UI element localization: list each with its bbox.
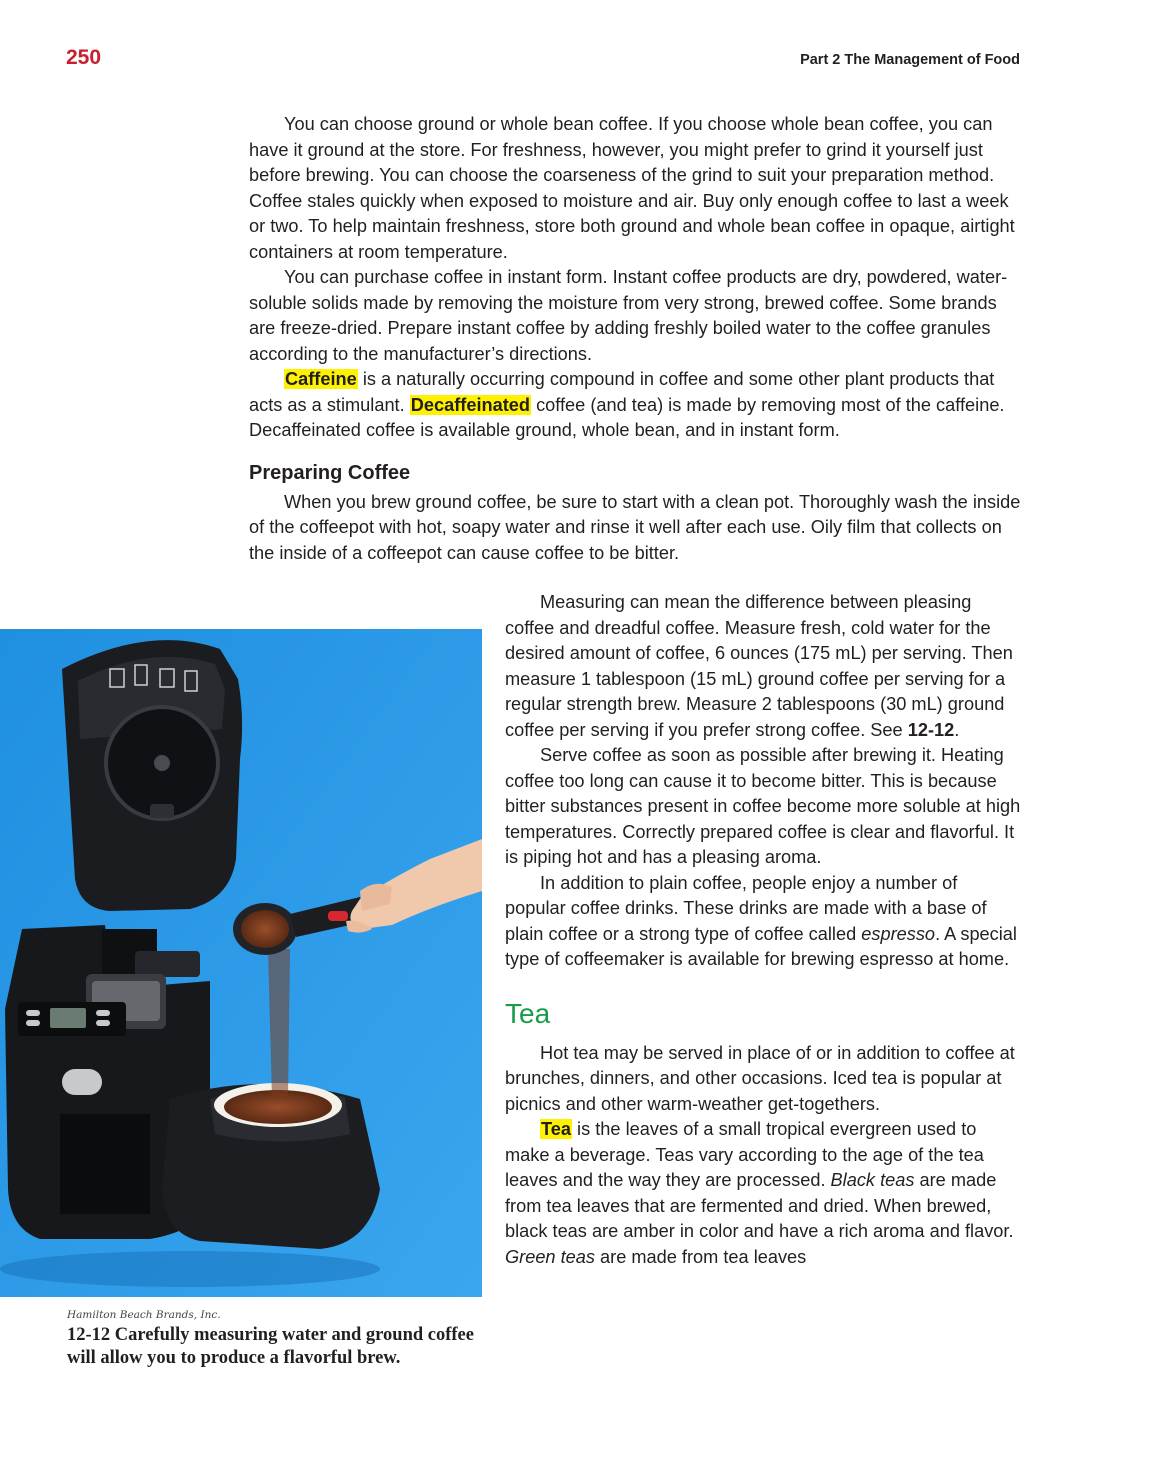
figure-caption: 12-12 Carefully measuring water and ground coffee will allow you to produce a flavorful brew. [67,1325,474,1368]
term-espresso: espresso [861,923,936,944]
paragraph-ground-coffee: You can choose ground or whole bean coffee. If you choose whole bean coffee, you can have it ground at the store. For freshness, however, you might prefer to grind it yourself just before brewing. You can choose the coarseness of the grind to suit your preparation method. Coffee stales quickly when exposed to moisture and air. Buy only enough coffee to last a week or two. To help maintain freshness, store both ground and whole bean coffee in opaque, airtight containers at room temperature. [249,114,1015,262]
figure-reference: 12-12 [907,719,955,740]
main-text-top [249,112,1022,566]
addition-end: . A special type of coffeemaker is available for brewing espresso at home. [505,923,1017,969]
paragraph-measuring [505,590,1022,743]
paragraph-serve: Serve coffee as soon as possible after brewing it. Heating coffee too long can cause it to become bitter. This is because bitter substances present in coffee become more soluble at high temperatures. Correctly prepared coffee is clear and flavorful. It is piping hot and has a pleasing aroma. [505,745,1021,867]
measuring-text: Measuring can mean the difference between pleasing coffee and dreadful coffee. Measure fresh, cold water for the desired amount of coffee, 6 ounces (175 mL) per serving. Then measure 1 tablespoon (15 mL) ground coffee per serving for a regular strength brew. Measure 2 tablespoons (30 mL) ground coffee per serving if you prefer strong coffee. See [505,592,1013,740]
tea-text-1: is the leaves of a small tropical evergreen used to make a beverage. Teas vary according to the age of the tea leaves and the way they are processed. [505,1119,984,1190]
paragraph-caffeine [249,367,1022,444]
caffeine-text-2: coffee (and tea) is made by removing most of the caffeine. Decaffeinated coffee is available ground, whole bean, and in instant form. [249,394,1005,440]
tea-text-3: are made from tea leaves [594,1246,807,1267]
tea-text-2: are made from tea leaves that are fermented and dried. When brewed, black teas are amber in color and have a rich aroma and flavor. [505,1170,1014,1241]
running-head: Part 2 The Management of Food [800,52,1020,68]
key-term-decaffeinated: Decaffeinated [410,394,531,415]
coffee-maker-photo [0,629,482,1297]
key-term-tea: Tea [541,1119,571,1139]
paragraph-preparing: When you brew ground coffee, be sure to start with a clean pot. Thoroughly wash the inside of the coffeepot with hot, soapy water and rinse it well after each use. Oily film that collects on the inside of a coffeepot can cause coffee to be bitter. [249,491,1021,563]
section-heading-tea: Tea [505,997,551,1029]
paragraph-instant-coffee: You can purchase coffee in instant form. Instant coffee products are dry, powdered, water-soluble solids made by removing the moisture from very strong, brewed coffee. Some brands are freeze-dried. Prepare instant coffee by adding freshly boiled water to the coffee granules according to the manufacturer’s directions. [249,267,1008,364]
page-number: 250 [66,46,102,69]
paragraph-tea-definition [505,1117,1022,1270]
measuring-end: . [954,719,960,740]
main-text-right [505,590,1022,1270]
caffeine-text-1: is a naturally occurring compound in coffee and some other plant products that acts as a stimulant. [249,369,995,415]
photo-credit: Hamilton Beach Brands, Inc. [67,1309,221,1321]
key-term-caffeine: Caffeine [285,369,357,389]
term-green-teas: Green teas [505,1246,595,1267]
paragraph-coffee-drinks [505,871,1022,973]
addition-text: In addition to plain coffee, people enjoy a number of popular coffee drinks. These drinks are made with a base of plain coffee or a strong type of coffee called [505,872,987,944]
subheading-preparing-coffee: Preparing Coffee [249,461,411,484]
paragraph-tea-occasions: Hot tea may be served in place of or in addition to coffee at brunches, dinners, and other occasions. Iced tea is popular at picnics and other warm-weather get-togethers. [505,1042,1015,1114]
term-black-teas: Black teas [830,1170,915,1190]
